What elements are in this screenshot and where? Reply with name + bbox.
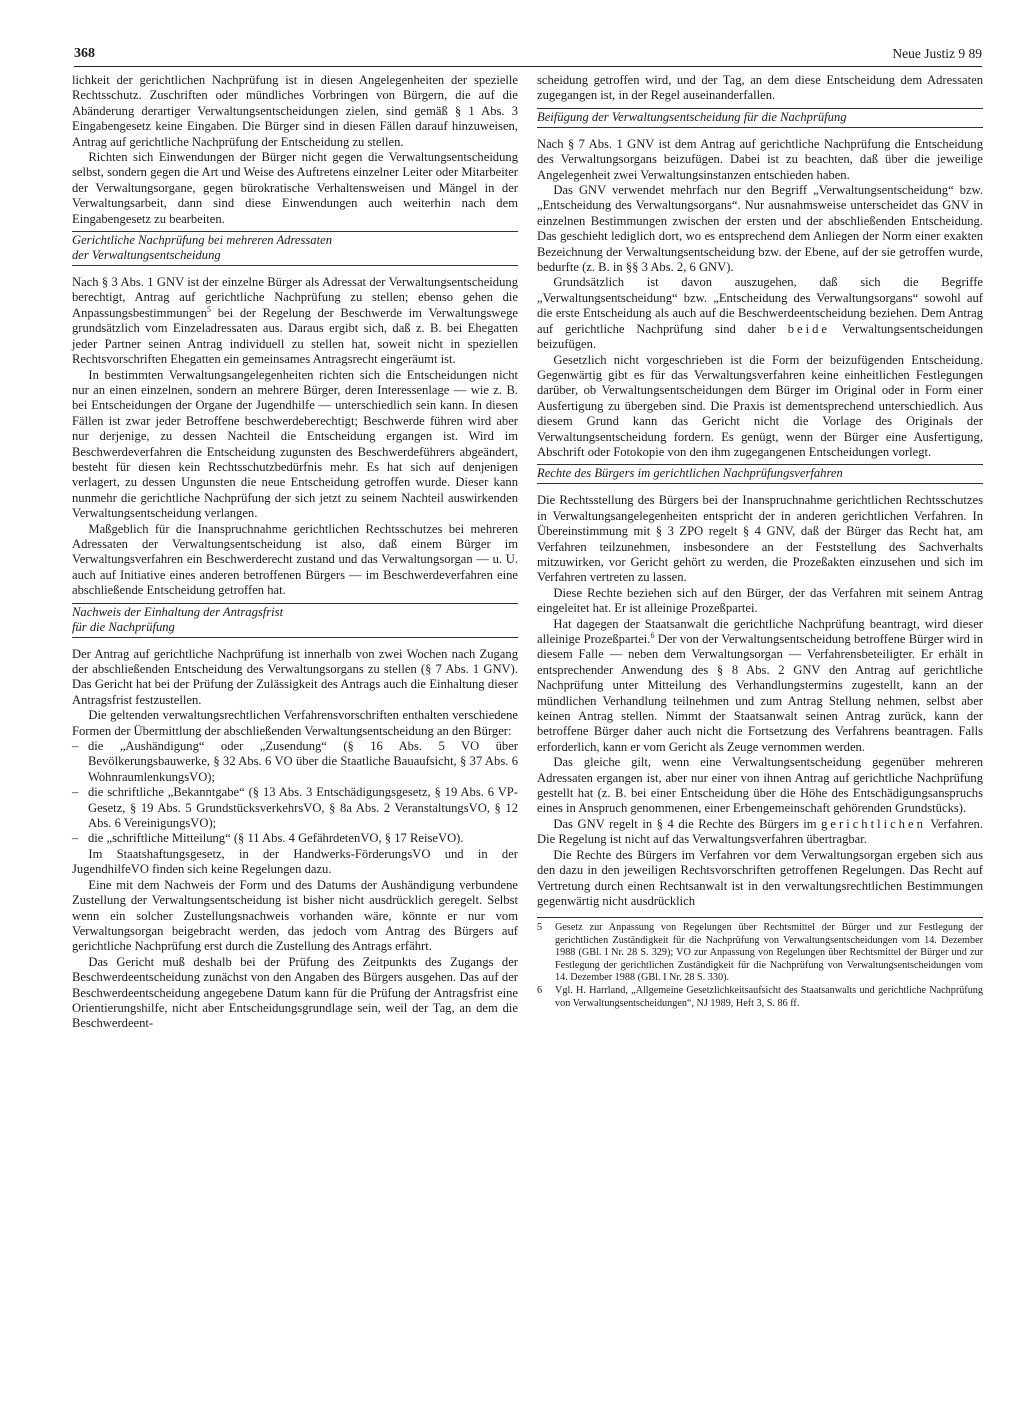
text: Das GNV regelt in § 4 die Rechte des Bürgers im	[553, 816, 822, 831]
footnote-number: 5	[537, 922, 543, 934]
paragraph: Das gleiche gilt, wenn eine Verwaltungsentscheidung gegenüber mehreren Adressaten ergangen ist, aber nur einer von ihnen Antrag auf gerichtliche Nachprüfung gestellt hat (z. B. bei einer Entscheidung über die Höhe des Entschädigungsanspruchs eines in Anspruch genommenen, einer Erbengemeinschaft gehörenden Grundstücks).	[537, 755, 983, 816]
text: bei der Regelung der Beschwerde im Verwaltungswege grundsätzlich vom Einzeladressaten aus. Daraus ergibt sich, daß z. B. bei Ehegatten jeder Partner seinen Antrag individuell zu stellen hat, soweit nicht in speziellen Rechtsvorschriften Ehegatten ein gemeinsames Antragsrecht eingeräumt ist.	[72, 305, 518, 367]
page-number: 368	[74, 46, 95, 61]
heading-line: für die Nachprüfung	[72, 619, 175, 634]
section-heading	[72, 231, 518, 266]
footnotes	[537, 922, 983, 1010]
text: Verfahren. Die Regelung ist nicht auf das Verwaltungsverfahren übertragbar.	[537, 816, 983, 847]
left-column	[72, 73, 518, 1032]
footnote	[537, 922, 983, 984]
paragraph: scheidung getroffen wird, und der Tag, an dem diese Entscheidung dem Adressaten zugegangen ist, in der Regel auseinanderfallen.	[537, 73, 983, 103]
paragraph: Die Rechte des Bürgers im Verfahren vor dem Verwaltungsorgan ergeben sich aus den dazu in den jeweiligen Rechtsvorschriften getroffenen Regelungen. Das Recht auf Vertretung durch einen Rechtsanwalt ist in den verwaltungsrechtlichen Bestimmungen gegenwärtig nicht ausdrücklich	[537, 847, 983, 908]
text: Der von der Verwaltungsentscheidung betroffene Bürger wird in diesem Falle — neben dem Verwaltungsorgan — Verfahrensbeteiligter. Er erhält in entsprechender Anwendung des § 8 Abs. 2 GNV den Antrag auf gerichtliche Nachprüfung unter Mitteilung des Verhandlungstermins zugestellt, kann an der mündlichen Verhandlung teilnehmen und zum Antrag Stellung nehmen, selbst aber keinen Antrag stellen. Nimmt der Staatsanwalt seinen Antrag zurück, kann der betroffene Bürger daher auch nicht die Fortsetzung des Verfahrens beantragen. Falls erforderlich, kann er vom Gericht als Zeuge vernommen werden.	[537, 632, 983, 754]
footnote-text: Vgl. H. Harrland, „Allgemeine Gesetzlichkeitsaufsicht des Staatsanwalts und gerichtliche Nachprüfung von Verwaltungsentscheidungen“, NJ 1989, Heft 3, S. 86 ff.	[555, 985, 983, 1009]
list-item: – die schriftliche „Bekanntgabe“ (§ 13 Abs. 3 Entschädigungsgesetz, § 19 Abs. 6 VP-Gesetz, § 19 Abs. 5 GrundstücksverkehrsVO, § 8a Abs. 2 VeranstaltungsVO, § 12 Abs. 6 VereinigungsVO);	[72, 785, 518, 831]
footnote-number: 6	[537, 985, 543, 997]
heading-line: Nachweis der Einhaltung der Antragsfrist	[72, 604, 284, 619]
text: Nach § 3 Abs. 1 GNV ist der einzelne Bürger als Adressat der Verwaltungsentscheidung berechtigt, Antrag auf gerichtliche Nachprüfung zu stellen; ebenso gehen die Anpassungsbestimmungen	[72, 275, 518, 320]
journal-title: Neue Justiz 9 89	[892, 46, 982, 61]
section-heading	[537, 108, 983, 128]
paragraph: Maßgeblich für die Inanspruchnahme gerichtlichen Rechtsschutzes bei mehreren Adressaten der Verwaltungsentscheidung ist also, daß einem Bürger im Verwaltungsverfahren ein Beschwerderecht zustand und das Verwaltungsorgan — u. U. auch auf Initiative eines anderen betroffenen Bürgers — im Beschwerdeverfahren eine abschließende Entscheidung getroffen hat.	[72, 521, 518, 598]
paragraph: Das GNV verwendet mehrfach nur den Begriff „Verwaltungsentscheidung“ bzw. „Entscheidung des Verwaltungsorgans“. Nur ausnahmsweise unterscheidet das GNV in einzelnen Bestimmungen zwischen der ersten und der abschließenden Entscheidung. Das geschieht lediglich dort, wo es entsprechend dem Anliegen der Norm einer exakten Bezeichnung der Verwaltungsentscheidung bzw. der Ebene, auf der sie getroffen wurde, bedurfte (z. B. in §§ 3 Abs. 2, 6 GNV).	[537, 183, 983, 275]
paragraph: Die geltenden verwaltungsrechtlichen Verfahrensvorschriften enthalten verschiedene Formen der Übermittlung der abschließenden Verwaltungsentscheidung an den Bürger:	[72, 708, 518, 738]
paragraph: Die Rechtsstellung des Bürgers bei der Inanspruchnahme gerichtlichen Rechtsschutzes in Verwaltungsangelegenheiten entspricht der in anderen gerichtlichen Verfahren. In Übereinstimmung mit § 3 ZPO regelt § 4 GNV, daß der Bürger das Recht hat, am Verfahren teilzunehmen, insbesondere an der Feststellung des Sachverhalts mitzuwirken, vor Gericht gehört zu werden, die Prozeßakten einzusehen und sich im Verfahren vertreten zu lassen.	[537, 493, 983, 585]
heading-line: Rechte des Bürgers im gerichtlichen Nachprüfungsverfahren	[537, 466, 843, 481]
footnote-rule	[537, 917, 983, 918]
footnote	[537, 985, 983, 1010]
heading-line: der Verwaltungsentscheidung	[72, 248, 221, 263]
paragraph: Das Gericht muß deshalb bei der Prüfung des Zeitpunkts des Zugangs der Beschwerdeentscheidung zunächst von den Angaben des Bürgers ausgehen. Das auf der Beschwerdeentscheidung angegebene Datum kann für die Prüfung der Antragsfrist eine Orientierungshilfe, nicht aber Entscheidungsgrundlage sein, weil der Tag, an dem die Beschwerdeent-	[72, 954, 518, 1031]
right-column	[537, 73, 983, 1011]
paragraph	[537, 817, 983, 848]
emphasis: gerichtlichen	[821, 816, 926, 831]
paragraph: Im Staatshaftungsgesetz, in der Handwerks-FörderungsVO und in der JugendhilfeVO finden sich keine Regelungen dazu.	[72, 846, 518, 877]
footnote-ref: 6	[650, 630, 655, 640]
paragraph: Gesetzlich nicht vorgeschrieben ist die Form der beizufügenden Entscheidung. Gegenwärtig gibt es für das Verwaltungsverfahren keine einheitlichen Festlegungen darüber, ob Verwaltungsentscheidungen dem Bürger im Original oder in Form einer Ausfertigung zu übergeben sind. Die Praxis ist dementsprechend unterschiedlich. Aus diesem Grund kann das Gericht nicht die Vorlage des Originals der Verwaltungsentscheidung fordern. Es genügt, wenn der Bürger eine Ausfertigung, Abschrift oder Fotokopie von den ihm zugegangenen Entscheidungen vorlegt.	[537, 352, 983, 459]
heading-line: Beifügung der Verwaltungsentscheidung für die Nachprüfung	[537, 109, 847, 124]
paragraph: Eine mit dem Nachweis der Form und des Datums der Aushändigung verbundene Zustellung der Verwaltungsentscheidung ist bisher nicht ausdrücklich geregelt. Selbst wenn ein solcher Zustellungsnachweis vorhanden wäre, könnte er nur vom Verwaltungsorgan beigebracht werden, das jedoch vom Antrag des Bürgers auf gerichtliche Nachprüfung erst durch die Zustellung des Antrags erfährt.	[72, 877, 518, 954]
list-item: – die „schriftliche Mitteilung“ (§ 11 Abs. 4 GefährdetenVO, § 17 ReiseVO).	[72, 831, 518, 846]
emphasis: beide	[787, 321, 830, 336]
footnote-ref: 5	[207, 304, 212, 314]
paragraph	[537, 617, 983, 756]
text: Hat dagegen der Staatsanwalt die gerichtliche Nachprüfung beantragt, wird dieser alleinige Prozeßpartei.	[537, 616, 983, 646]
paragraph: Richten sich Einwendungen der Bürger nicht gegen die Verwaltungsentscheidung selbst, sondern gegen die Art und Weise des Auftretens einzelner Leiter oder Mitarbeiter der Verwaltungsorgane, gegen bürokratische Verhaltensweisen und Mängel in der Verwaltungsarbeit, dann sind diese Einwendungen auch weiterhin nach dem Eingabengesetz zu bearbeiten.	[72, 150, 518, 226]
paragraph	[72, 275, 518, 367]
paragraph	[537, 275, 983, 352]
text: Grundsätzlich ist davon auszugehen, daß sich die Begriffe „Verwaltungsentscheidung“ bzw. „Entscheidung des Verwaltungsorgans“ sowohl auf die erste Entscheidung als auch auf die Beschwerdeentscheidung beziehen. Dem Antrag auf gerichtliche Nachprüfung sind daher	[537, 275, 983, 336]
section-heading	[537, 464, 983, 484]
list-item: – die „Aushändigung“ oder „Zusendung“ (§ 16 Abs. 5 VO über Bevölkerungsbauwerke, § 32 Abs. 6 VO über die Staatliche Bauaufsicht, § 37 Abs. 6 WohnraumlenkungsVO);	[72, 739, 518, 785]
section-heading	[72, 603, 518, 638]
paragraph: In bestimmten Verwaltungsangelegenheiten richten sich die Entscheidungen nicht nur an einen einzelnen, sondern an mehrere Bürger, deren Interessenlage — wie z. B. bei Entscheidungen der Organe der Jugendhilfe — unterschiedlich sein kann. In diesen Fällen ist zwar jeder Betroffene beschwerdeberechtigt; Beschwerde führen wird aber nur derjenige, zu dessen Nachteil die Entscheidung ergangen ist. Wird im Beschwerdeverfahren die Entscheidung zugunsten des Beschwerdeführers abgeändert, besteht für diesen kein Rechtsschutzbedürfnis mehr. Es hat sich auf denjenigen verlagert, zu dessen Ungunsten die neue Entscheidung getroffen wurde. Dieser kann nunmehr die gerichtliche Nachprüfung der sich jetzt zu seinem Nachteil auswirkenden Verwaltungsentscheidung verlangen.	[72, 367, 518, 521]
page-header	[74, 46, 982, 66]
footnote-text: Gesetz zur Anpassung von Regelungen über Rechtsmittel der Bürger und zur Festlegung der gerichtlichen Zuständigkeit für die Nachprüfung von Verwaltungsentscheidungen vom 14. Dezember 1988 (GBl. I Nr. 28 S. 329); VO zur Anpassung von Regelungen über Rechtsmittel der Bürger und zur Festlegung der gerichtlichen Zuständigkeit für die Nachprüfung von Verwaltungsentscheidungen vom 14. Dezember 1988 (GBl. I Nr. 28 S. 330).	[555, 922, 983, 983]
paragraph: lichkeit der gerichtlichen Nachprüfung ist in diesen Angelegenheiten der spezielle Rechtsschutz. Zuschriften oder mündliches Vorbringen von Bürgern, die auf die Abänderung derartiger Verwaltungsentscheidungen zielen, sind gemäß § 1 Abs. 3 Eingabengesetz keine Eingaben. Die Bürger sind in diesen Fällen darauf hinzuweisen, Antrag auf gerichtliche Nachprüfung der Entscheidung zu stellen.	[72, 73, 518, 149]
paragraph: Der Antrag auf gerichtliche Nachprüfung ist innerhalb von zwei Wochen nach Zugang der abschließenden Entscheidung des Verwaltungsorgans zu stellen (§ 7 Abs. 1 GNV). Das Gericht hat bei der Prüfung der Zulässigkeit des Antrags auch die Einhaltung dieser Antragsfrist festzustellen.	[72, 646, 518, 707]
delivery-forms-list	[72, 739, 518, 847]
heading-line: Gerichtliche Nachprüfung bei mehreren Adressaten	[72, 233, 332, 248]
paragraph: Nach § 7 Abs. 1 GNV ist dem Antrag auf gerichtliche Nachprüfung die Entscheidung des Verwaltungsorgans beizufügen. Dabei ist zu beachten, daß über die jeweilige Angelegenheit zwei Verwaltungsinstanzen entschieden haben.	[537, 136, 983, 182]
text: Verwaltungsentscheidungen beizufügen.	[537, 321, 984, 352]
header-rule	[74, 66, 982, 67]
paragraph: Diese Rechte beziehen sich auf den Bürger, der das Verfahren mit seinem Antrag eingeleitet hat. Er ist alleinige Prozeßpartei.	[537, 585, 983, 616]
